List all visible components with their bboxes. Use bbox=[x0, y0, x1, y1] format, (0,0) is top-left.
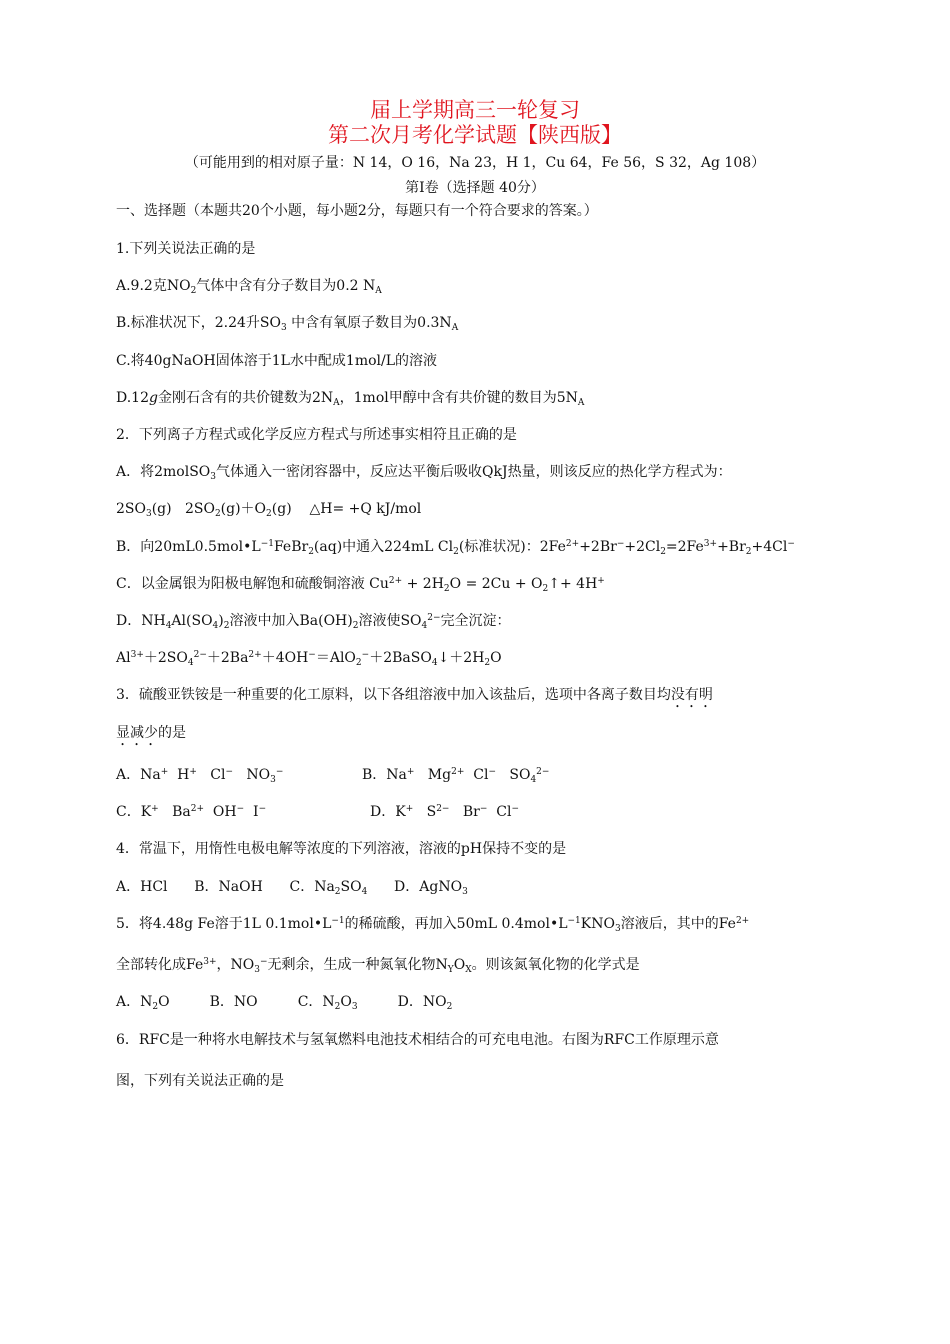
q4-options: A．HCl B．NaOH C．$Na_2SO_4$ D．AgNO$_3$ bbox=[116, 879, 468, 897]
q2-option-c: C．以金属银为阳极电解饱和硫酸铜溶液 $Cu^{2+} + 2H_2O = 2Cu$ + $O_2↑+ 4H^+$ bbox=[116, 576, 605, 594]
q2-option-b: B．向$20mL0.5mol•L^{-1}FeBr_2(aq)$中通入224mL $Cl_2$(标准状况)：$2Fe^{2+}+2Br^-+2Cl_2=2Fe^{3+}+Br_2+4Cl^-$ bbox=[116, 539, 795, 557]
q2-option-a-line1: A．将2molSO$_3$气体通入一密闭容器中，反应达平衡后吸收QkJ热量，则该反应的热化学方程式为： bbox=[116, 464, 732, 482]
document-subtitle: 第二次月考化学试题【陕西版】 bbox=[328, 123, 622, 147]
q3-option-c: C．K+ $Ba^{2+}$ OH− I− bbox=[116, 804, 267, 820]
q4-stem: 4．常温下，用惰性电极电解等浓度的下列溶液，溶液的pH保持不变的是 bbox=[116, 841, 567, 857]
q2-stem: 2．下列离子方程式或化学反应方程式与所述事实相符且正确的是 bbox=[116, 427, 517, 443]
q5-options: A．$N_2O$ B．NO C．$N_2O_3$ D．$NO_2$ bbox=[116, 994, 453, 1012]
q1-option-b: B.标准状况下，2.24升$SO_3$ 中含有氧原子数目为$0.3N_A$ bbox=[116, 315, 459, 333]
q3-stem-line1: 3．硫酸亚铁铵是一种重要的化工原料，以下各组溶液中加入该盐后，选项中各离子数目均没有明 bbox=[116, 687, 713, 703]
volume-label: 第Ⅰ卷（选择题 40分） bbox=[405, 180, 545, 196]
q3-option-b: B．Na+ $Mg^{2+}$ Cl− $SO_4^{2-}$ bbox=[362, 767, 550, 785]
q5-stem-line1: 5．将4.48g Fe溶于1L $0.1mol•L^{-1}$的稀硫酸，再加入50mL $0.4mol•L^{-1}KNO_3$溶液后，其中的$Fe^{2+}$ bbox=[116, 916, 750, 934]
q1-option-a: A.9.2克$NO_2$气体中含有分子数目为0.2 $N_A$ bbox=[116, 278, 382, 296]
q6-stem-line2: 图，下列有关说法正确的是 bbox=[116, 1073, 284, 1089]
q1-option-d: D.12g金刚石含有的共价键数为$2N_A$，1mol甲醇中含有共价键的数目为$5N_A$ bbox=[116, 390, 585, 408]
q5-stem-line2: 全部转化成$Fe^{3+}$，$NO_3^-$无剩余，生成一种氮氧化物$N_YO_X$。则该氮氧化物的化学式是 bbox=[116, 957, 640, 975]
q6-stem-line1: 6．RFC是一种将水电解技术与氢氧燃料电池技术相结合的可充电电池。右图为RFC工作原理示意 bbox=[116, 1032, 719, 1048]
q2-option-d-line2: $Al^{3+}+2SO_4^{2-}+2Ba^{2+}+4OH^-=AlO_2^-+2BaSO_4↓+2H_2O$ bbox=[116, 650, 502, 668]
q3-option-d: D．K+ $S^{2-}$ Br− Cl− bbox=[370, 804, 519, 820]
atomic-masses-note: （可能用到的相对原子量：N 14，O 16，Na 23，H 1，Cu 64，Fe 56，S 32，Ag 108） bbox=[184, 155, 766, 171]
q3-option-a: A．Na+ H+ Cl− $NO_3^-$ bbox=[116, 767, 284, 785]
section-heading: 一、选择题（本题共20个小题，每小题2分，每题只有一个符合要求的答案。） bbox=[116, 203, 598, 219]
q1-stem: 1.下列关说法正确的是 bbox=[116, 241, 256, 257]
q3-stem-line2: 显减少的是 bbox=[116, 725, 186, 741]
q2-option-a-line2: $2SO_3(g)$ $2SO_2(g)+O_2(g)$ △H= +Q kJ/mol bbox=[116, 501, 422, 519]
q2-option-d-line1: D．$NH_4Al(SO_4)_2$溶液中加入$Ba(OH)_2$溶液使$SO_4^{2-}$完全沉淀： bbox=[116, 613, 511, 631]
document-title: 届上学期高三一轮复习 bbox=[370, 98, 580, 122]
q1-option-c: C.将40gNaOH固体溶于1L水中配成1mol/L的溶液 bbox=[116, 353, 438, 369]
